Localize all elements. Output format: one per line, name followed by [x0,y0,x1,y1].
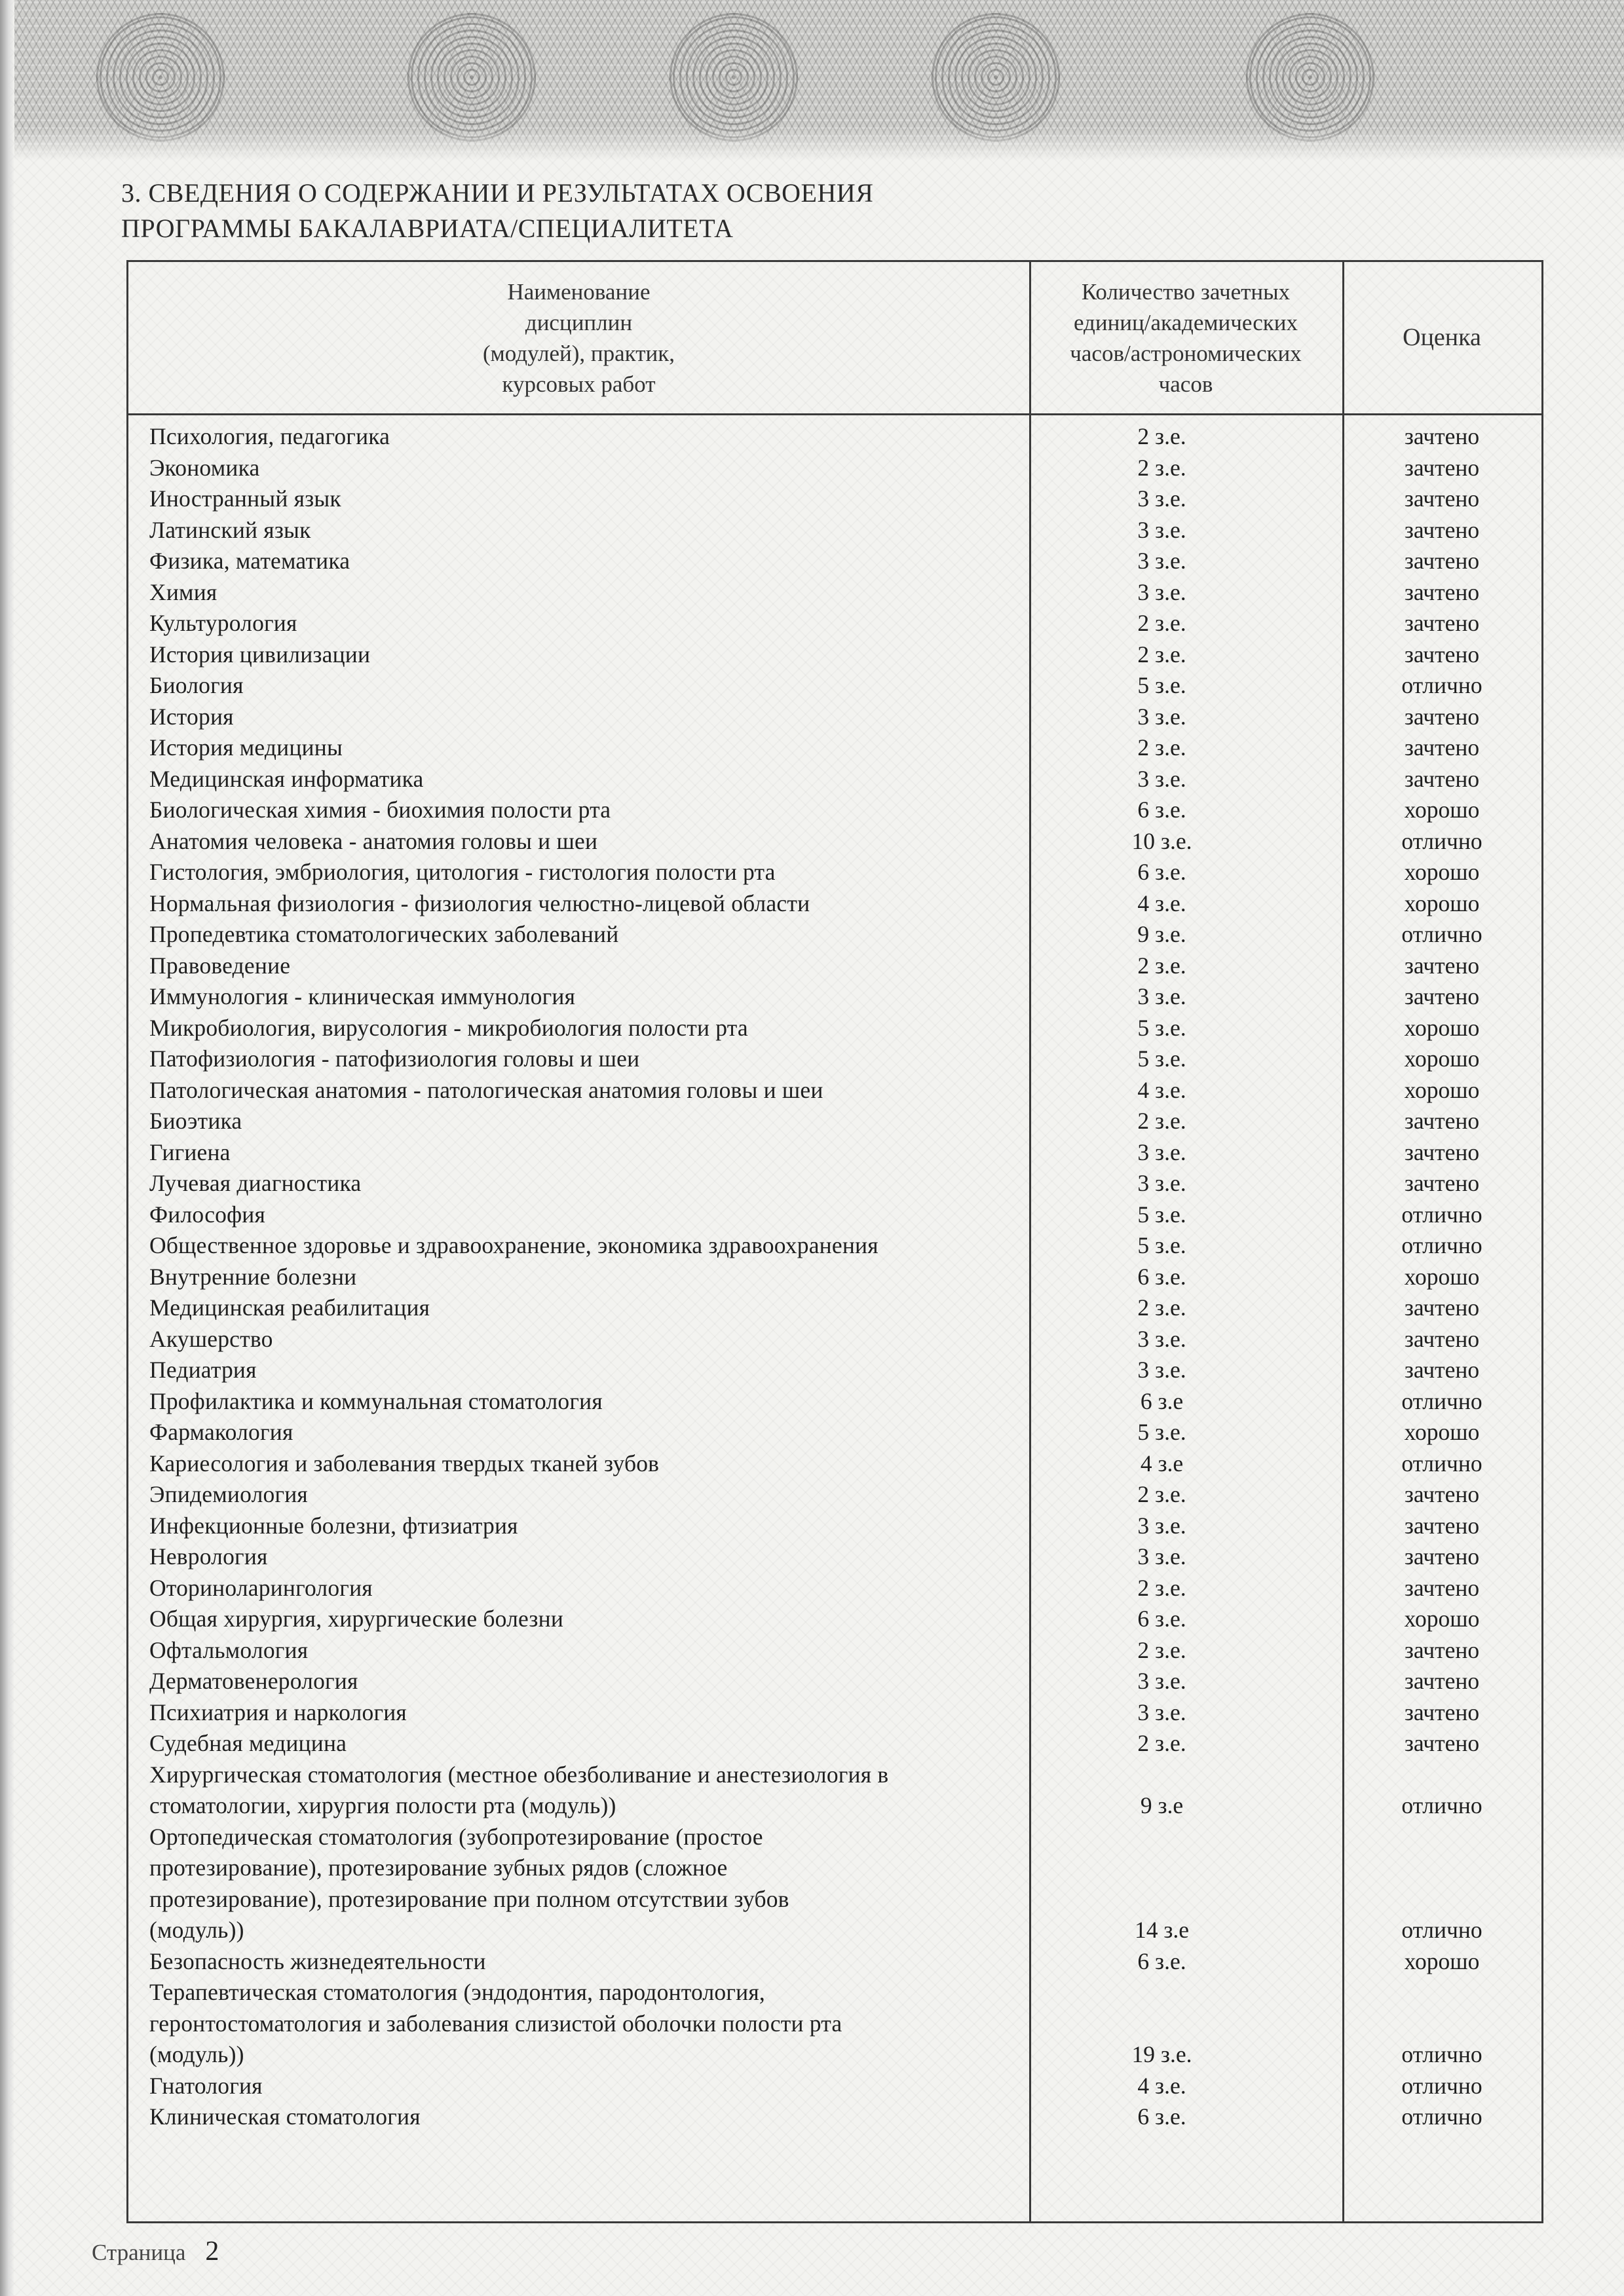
discipline-name-line: Хирургическая стоматология (местное обезболивание и анестезиология в [149,1761,889,1788]
discipline-name [149,1137,1040,1169]
credit-units: 3 з.е. [1137,516,1186,543]
scan-edge-shadow [0,0,14,2296]
guilloche-rosette [407,13,536,141]
discipline-name [149,764,1040,795]
credit-units: 2 з.е. [1137,641,1186,668]
discipline-name-line: Психиатрия и наркология [149,1699,407,1725]
table-row [128,577,1541,609]
grade: зачтено [1404,578,1480,605]
table-row [128,1479,1541,1511]
table-row [128,1822,1541,1946]
discipline-name-line: Гигиена [149,1139,231,1165]
discipline-name-line: Профилактика и коммунальная стоматология [149,1387,603,1414]
discipline-name-line: История цивилизации [149,641,371,668]
table-row [128,1511,1541,1542]
table-row [128,1106,1541,1137]
credit-units: 3 з.е. [1137,765,1186,792]
discipline-name [149,919,1040,950]
credit-units: 6 з.е [1140,1387,1184,1414]
section-title-line-2: ПРОГРАММЫ БАКАЛАВРИАТА/СПЕЦИАЛИТЕТА [121,214,734,243]
grade: отлично [1401,1917,1482,1943]
table-row [128,2071,1541,2102]
discipline-name [149,453,1040,484]
credit-units: 6 з.е. [1137,1606,1186,1632]
discipline-name-line: Инфекционные болезни, фтизиатрия [149,1512,518,1539]
table-row [128,888,1541,920]
discipline-name [149,1697,1040,1729]
grade: зачтено [1404,1543,1480,1570]
table-row [128,919,1541,950]
grade: зачтено [1404,641,1480,668]
discipline-name [149,1044,1040,1075]
discipline-name-line: Офтальмология [149,1636,309,1663]
discipline-name [149,483,1040,515]
credit-units: 2 з.е. [1137,1730,1186,1756]
credit-units: 19 з.е. [1131,2041,1192,2067]
grade: отлично [1401,2072,1482,2099]
grade: зачтено [1404,765,1480,792]
discipline-name [149,1386,1040,1418]
discipline-name [149,1666,1040,1697]
discipline-name [149,1448,1040,1480]
grade: хорошо [1404,797,1480,823]
discipline-name [149,2101,1040,2133]
credit-units: 2 з.е. [1137,1636,1186,1663]
discipline-name-line: Физика, математика [149,548,350,574]
credit-units: 3 з.е. [1137,1170,1186,1196]
credit-units: 6 з.е. [1137,859,1186,885]
discipline-name [149,2071,1040,2102]
discipline-name [149,515,1040,546]
table-row [128,1573,1541,1604]
header-text: (модулей), практик, [482,340,675,366]
credit-units: 10 з.е. [1131,827,1192,854]
discipline-name [149,981,1040,1013]
grade: отлично [1401,1450,1482,1477]
credit-units: 3 з.е. [1137,1699,1186,1725]
discipline-name [149,950,1040,982]
table-row [128,1013,1541,1044]
credit-units: 4 з.е. [1137,2072,1186,2099]
credit-units: 3 з.е. [1137,703,1186,730]
credit-units: 5 з.е. [1137,672,1186,698]
grade: зачтено [1404,1294,1480,1321]
discipline-name-line: Медицинская реабилитация [149,1294,430,1321]
grade: хорошо [1404,1076,1480,1103]
discipline-name [149,1324,1040,1355]
discipline-name [149,1822,1040,1946]
table-row [128,1635,1541,1666]
table-row [128,857,1541,888]
table-body [128,421,1541,2133]
credit-units: 9 з.е [1140,1792,1184,1818]
grade: зачтено [1404,1699,1480,1725]
credit-units: 5 з.е. [1137,1201,1186,1228]
grade: зачтено [1404,1357,1480,1383]
grade: отлично [1401,2103,1482,2130]
discipline-name [149,608,1040,639]
credit-units: 3 з.е. [1137,1668,1186,1694]
table-row [128,639,1541,671]
grade: зачтено [1404,1108,1480,1134]
credit-units: 3 з.е. [1137,548,1186,574]
discipline-name [149,702,1040,733]
discipline-name-line: Анатомия человека - анатомия головы и шеи [149,827,598,854]
discipline-name [149,1168,1040,1199]
discipline-name-line: Микробиология, вирусология - микробиология полости рта [149,1014,748,1041]
table-row [128,702,1541,733]
discipline-name [149,1262,1040,1293]
discipline-name [149,1075,1040,1106]
page-number: 2 [205,2236,219,2267]
discipline-name-line: Иностранный язык [149,485,341,512]
table-row [128,515,1541,546]
table-row [128,1230,1541,1262]
table-row [128,1075,1541,1106]
credit-units: 9 з.е. [1137,921,1186,947]
table-row [128,1324,1541,1355]
discipline-name-line: Кариесология и заболевания твердых тканей зубов [149,1450,660,1477]
grade: отлично [1401,1232,1482,1258]
grade: зачтено [1404,1730,1480,1756]
discipline-name-line: Терапевтическая стоматология (эндодонтия, пародонтология, [149,1979,765,2005]
guilloche-rosette [670,13,798,141]
table-row [128,1168,1541,1199]
table-row [128,1946,1541,1978]
discipline-name-line: Патофизиология - патофизиология головы и шеи [149,1045,640,1072]
table-row [128,1137,1541,1169]
discipline-name [149,1106,1040,1137]
table-row [128,1541,1541,1573]
discipline-name [149,826,1040,857]
discipline-name [149,1479,1040,1511]
credit-units: 2 з.е. [1137,1294,1186,1321]
discipline-name-line: Эпидемиология [149,1481,308,1507]
discipline-name [149,1292,1040,1324]
grade: зачтено [1404,734,1480,761]
guilloche-banner [14,0,1624,160]
discipline-name [149,1541,1040,1573]
credit-units: 6 з.е. [1137,1948,1186,1974]
discipline-name [149,1417,1040,1448]
discipline-name [149,795,1040,826]
discipline-name-line: Нормальная физиология - физиология челюстно-лицевой области [149,890,810,916]
discipline-name [149,888,1040,920]
discipline-name-line: Иммунология - клиническая иммунология [149,983,576,1009]
discipline-name-line: История медицины [149,734,343,761]
table-row [128,1728,1541,1760]
discipline-name [149,1635,1040,1666]
discipline-name-line: стоматологии, хирургия полости рта (модуль)) [149,1792,616,1818]
table-row [128,1604,1541,1635]
grade: зачтено [1404,1574,1480,1601]
grade: зачтено [1404,454,1480,481]
credit-units: 6 з.е. [1137,2103,1186,2130]
discipline-name-line: Экономика [149,454,260,481]
grade: зачтено [1404,1668,1480,1694]
credit-units: 3 з.е. [1137,1543,1186,1570]
discipline-name-line: Гистология, эмбриология, цитология - гистология полости рта [149,859,776,885]
credit-units: 2 з.е. [1137,1481,1186,1507]
header-text: дисциплин [525,309,633,335]
credit-units: 4 з.е. [1137,890,1186,916]
grade: зачтено [1404,983,1480,1009]
discipline-name-line: (модуль)) [149,2041,244,2067]
credit-units: 3 з.е. [1137,485,1186,512]
credit-units: 5 з.е. [1137,1045,1186,1072]
guilloche-rosette [96,13,225,141]
table-row [128,1386,1541,1418]
discipline-name-line: Внутренние болезни [149,1263,357,1290]
discipline-name-line: Пропедевтика стоматологических заболеваний [149,921,619,947]
discipline-name-line: Общественное здоровье и здравоохранение, экономика здравоохранения [149,1232,878,1258]
header-text: часов/астрономических [1070,340,1302,366]
grade: отлично [1401,1201,1482,1228]
discipline-name-line: (модуль)) [149,1917,244,1943]
discipline-name-line: Правоведение [149,952,291,979]
grade: зачтено [1404,1512,1480,1539]
grade: хорошо [1404,1948,1480,1974]
header-credit-units [1029,262,1342,413]
table-row [128,608,1541,639]
grade: отлично [1401,672,1482,698]
table-row [128,2101,1541,2133]
section-title-line-1: 3. СВЕДЕНИЯ О СОДЕРЖАНИИ И РЕЗУЛЬТАТАХ ОСВОЕНИЯ [121,178,874,208]
discipline-name-line: Биологическая химия - биохимия полости рта [149,797,611,823]
guilloche-rosette [932,13,1060,141]
discipline-name [149,546,1040,577]
discipline-name-line: Философия [149,1201,266,1228]
discipline-name [149,421,1040,453]
credit-units: 2 з.е. [1137,423,1186,449]
discipline-name-line: Биология [149,672,244,698]
table-row [128,981,1541,1013]
discipline-name [149,1604,1040,1635]
table-row [128,1760,1541,1822]
grade: хорошо [1404,890,1480,916]
grade: зачтено [1404,1170,1480,1196]
table-row [128,670,1541,702]
grade: хорошо [1404,1263,1480,1290]
grade: хорошо [1404,1606,1480,1632]
grade: отлично [1401,2041,1482,2067]
discipline-name-line: Медицинская информатика [149,765,424,792]
discipline-name [149,732,1040,764]
table-row [128,1262,1541,1293]
grade: зачтено [1404,703,1480,730]
discipline-name-line: Общая хирургия, хирургические болезни [149,1606,564,1632]
header-grade [1342,262,1541,413]
discipline-name-line: Педиатрия [149,1357,257,1383]
discipline-name-line: Психология, педагогика [149,423,390,449]
credit-units: 4 з.е [1140,1450,1184,1477]
table-row [128,1044,1541,1075]
discipline-name [149,1199,1040,1231]
credit-units: 6 з.е. [1137,1263,1186,1290]
credit-units: 3 з.е. [1137,1512,1186,1539]
discipline-name [149,577,1040,609]
grade: зачтено [1404,1325,1480,1352]
table-row [128,546,1541,577]
grade: зачтено [1404,485,1480,512]
discipline-name-line: геронтостоматология и заболевания слизистой оболочки полости рта [149,2010,842,2037]
discipline-name-line: Клиническая стоматология [149,2103,421,2130]
grade: зачтено [1404,423,1480,449]
grade: зачтено [1404,548,1480,574]
discipline-name [149,1728,1040,1760]
discipline-name [149,1013,1040,1044]
header-text: единиц/академических [1073,309,1298,335]
grade: отлично [1401,1792,1482,1818]
credit-units: 2 з.е. [1137,610,1186,636]
grade: зачтено [1404,952,1480,979]
table-row [128,795,1541,826]
discipline-name-line: Химия [149,578,217,605]
discipline-name [149,1946,1040,1978]
header-text: Оценка [1403,324,1481,351]
credit-units: 5 з.е. [1137,1014,1186,1041]
table-row [128,732,1541,764]
header-text: часов [1158,371,1213,397]
grade: хорошо [1404,1045,1480,1072]
discipline-name-line: Лучевая диагностика [149,1170,362,1196]
grade: хорошо [1404,859,1480,885]
section-title [121,176,1169,246]
discipline-name-line: Ортопедическая стоматология (зубопротезирование (простое [149,1823,763,1850]
discipline-name-line: Безопасность жизнедеятельности [149,1948,486,1974]
page-footer [92,2236,219,2267]
discipline-name-line: Патологическая анатомия - патологическая анатомия головы и шеи [149,1076,823,1103]
discipline-name-line: протезирование), протезирование при полном отсутствии зубов [149,1885,789,1912]
grade: отлично [1401,827,1482,854]
table-row [128,950,1541,982]
discipline-name-line: Акушерство [149,1325,273,1352]
table-row [128,1666,1541,1697]
grade: отлично [1401,921,1482,947]
discipline-name-line: Гнатология [149,2072,263,2099]
discipline-name-line: Биоэтика [149,1108,242,1134]
discipline-name-line: протезирование), протезирование зубных рядов (сложное [149,1854,728,1881]
grade: зачтено [1404,1636,1480,1663]
credit-units: 4 з.е. [1137,1076,1186,1103]
credit-units: 3 з.е. [1137,1357,1186,1383]
table-row [128,1199,1541,1231]
grade: отлично [1401,1387,1482,1414]
table-row [128,1417,1541,1448]
header-text: Количество зачетных [1081,278,1291,305]
discipline-name [149,857,1040,888]
credit-units: 2 з.е. [1137,734,1186,761]
discipline-name [149,1760,1040,1822]
discipline-name-line: Латинский язык [149,516,311,543]
disciplines-table [126,260,1543,2223]
header-text: Наименование [507,278,651,305]
table-row [128,1448,1541,1480]
discipline-name-line: Фармакология [149,1419,293,1445]
table-row [128,1292,1541,1324]
table-row [128,453,1541,484]
discipline-name-line: Неврология [149,1543,268,1570]
grade: зачтено [1404,1139,1480,1165]
discipline-name [149,1511,1040,1542]
credit-units: 3 з.е. [1137,578,1186,605]
discipline-name [149,1573,1040,1604]
header-divider [128,413,1541,415]
table-row [128,483,1541,515]
table-row [128,826,1541,857]
discipline-name [149,1230,1040,1262]
table-row [128,1977,1541,2071]
credit-units: 2 з.е. [1137,1108,1186,1134]
guilloche-rosette [1246,13,1374,141]
discipline-name-line: Оториноларингология [149,1574,373,1601]
discipline-name-line: Судебная медицина [149,1730,347,1756]
table-row [128,1697,1541,1729]
header-text: курсовых работ [502,371,656,397]
discipline-name-line: Культурология [149,610,297,636]
credit-units: 14 з.е [1134,1917,1190,1943]
credit-units: 5 з.е. [1137,1419,1186,1445]
discipline-name [149,1977,1040,2071]
table-row [128,764,1541,795]
page-label: Страница [92,2240,186,2265]
table-row [128,421,1541,453]
grade: зачтено [1404,516,1480,543]
header-discipline-name [128,262,1029,413]
discipline-name [149,1355,1040,1386]
credit-units: 3 з.е. [1137,1325,1186,1352]
discipline-name [149,639,1040,671]
grade: хорошо [1404,1419,1480,1445]
grade: зачтено [1404,1481,1480,1507]
credit-units: 2 з.е. [1137,454,1186,481]
credit-units: 3 з.е. [1137,983,1186,1009]
credit-units: 6 з.е. [1137,797,1186,823]
grade: зачтено [1404,610,1480,636]
credit-units: 3 з.е. [1137,1139,1186,1165]
grade: хорошо [1404,1014,1480,1041]
credit-units: 2 з.е. [1137,1574,1186,1601]
discipline-name [149,670,1040,702]
credit-units: 2 з.е. [1137,952,1186,979]
discipline-name-line: История [149,703,234,730]
discipline-name-line: Дерматовенерология [149,1668,358,1694]
table-row [128,1355,1541,1386]
credit-units: 5 з.е. [1137,1232,1186,1258]
